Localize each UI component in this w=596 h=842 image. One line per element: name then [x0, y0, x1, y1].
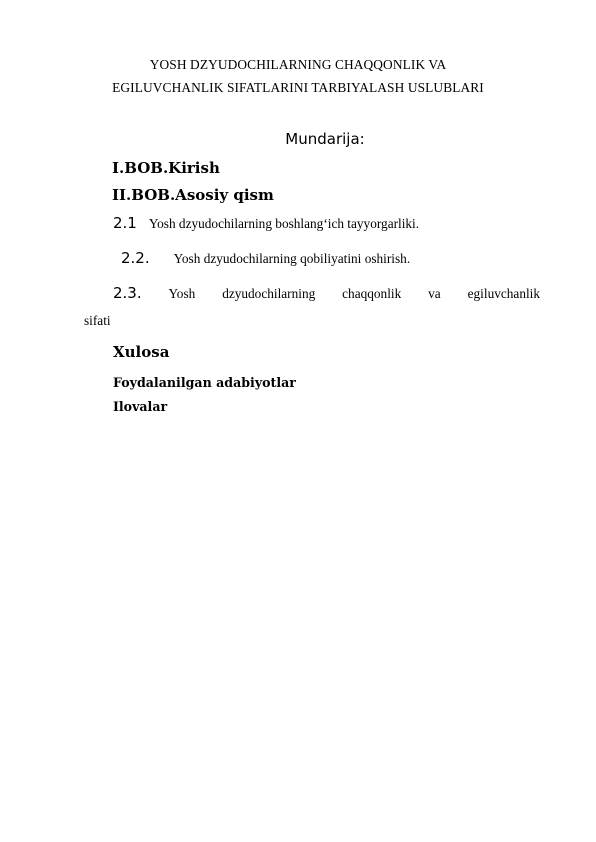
toc-item-word: chaqqonlik: [342, 286, 402, 301]
toc-item-word: dzyudochilarning: [222, 286, 316, 301]
toc-item-word: va: [428, 286, 441, 301]
document-title-line2: EGILUVCHANLIK SIFATLARINI TARBIYALASH USLUBLARI: [112, 80, 484, 95]
document-title-line1: YOSH DZYUDOCHILARNING CHAQQONLIK VA: [149, 57, 447, 72]
toc-item-number: 2.2.: [121, 249, 150, 267]
references-heading: Foydalanilgan adabiyotlar: [113, 375, 296, 390]
appendices-heading: Ilovalar: [113, 399, 168, 414]
toc-item-number: 2.3.: [113, 284, 142, 302]
chapter-2-heading: II.BOB.Asosiy qism: [112, 186, 274, 204]
conclusion-heading: Xulosa: [113, 343, 170, 361]
toc-item-text: Yosh dzyudochilarning qobiliyatini oshirish.: [173, 251, 411, 266]
toc-item-2-3-continuation: sifati: [84, 313, 111, 328]
toc-item-text: Yosh dzyudochilarning boshlang‘ich tayyorgarliki.: [148, 216, 420, 231]
toc-item-2-3: [113, 284, 540, 302]
chapter-1-heading: I.BOB.Kirish: [112, 159, 220, 177]
contents-heading: Mundarija:: [285, 130, 365, 148]
toc-item-number: 2.1: [113, 214, 137, 232]
toc-item-2-1: [113, 214, 419, 232]
toc-item-2-2: [121, 249, 410, 267]
toc-item-word: Yosh: [168, 286, 196, 301]
toc-item-word: egiluvchanlik: [467, 286, 540, 301]
